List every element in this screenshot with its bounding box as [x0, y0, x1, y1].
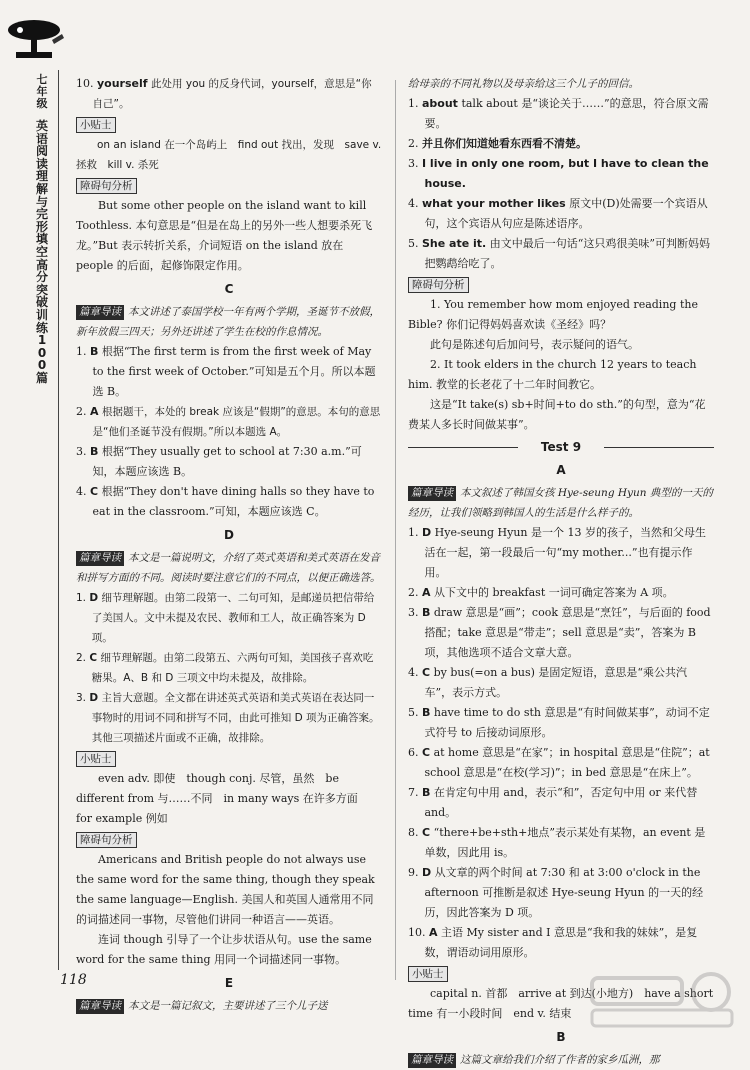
answer-item: 6. C at home 意思是“在家”；in hospital 意思是“住院”；at school 意思是“在校(学习)”；in bed 意思是“在床上”。	[408, 746, 710, 779]
series-title: 英语阅读理解与完形填空高分突破训练100篇	[35, 119, 48, 385]
analysis-label: 障碍句分析	[76, 832, 137, 848]
section-heading: C	[224, 282, 234, 296]
intro-label: 篇章导读	[76, 551, 124, 566]
tip-text: on an island 在一个岛屿上 find out 找出，发现 save v. 拯救 kill v. 杀死	[76, 139, 382, 171]
analysis-label: 障碍句分析	[76, 178, 137, 194]
answer-item: 1. about talk about 是“谈论关于……”的意思，符合原文需要。	[408, 97, 709, 130]
right-column	[408, 74, 714, 1070]
answer-item: 3. I live in only one room, but I have to clean the house.	[408, 157, 709, 190]
section-heading: D	[224, 528, 234, 542]
intro-label: 篇章导读	[76, 305, 124, 320]
tip-label: 小贴士	[76, 751, 116, 767]
section-heading: A	[556, 463, 566, 477]
intro-label: 篇章导读	[408, 486, 456, 501]
watermark-logo-icon	[586, 970, 736, 1030]
analysis-text: 2. It took elders in the church 12 years to teach him. 教堂的长老花了十二年时间教它。	[408, 358, 697, 391]
passage-intro: 篇章导读 本文讲述了泰国学校一年有两个学期，圣诞节不放假，新年放假三四天；另外还讲述了学生在校的作息情况。	[76, 306, 380, 338]
answer-item: 4. C 根据“They don't have dining halls so they have to eat in the classroom.”可知，本题应该选 C。	[76, 485, 375, 518]
passage-intro: 篇章导读 这篇文章给我们介绍了作者的家乡瓜洲，那	[408, 1050, 714, 1070]
intro-label: 篇章导读	[76, 999, 124, 1014]
margin-rule	[58, 70, 59, 970]
page-number: 118	[60, 972, 87, 988]
analysis-text: 此句是陈述句后加问号，表示疑问的语气。	[430, 338, 639, 351]
answer-item: 4. C by bus(=on a bus) 是固定短语，意思是“乘公共汽车”，表示方式。	[408, 666, 688, 699]
answer-item: 1. D 细节理解题。由第二段第一、二句可知，是邮递员把信带给了美国人。文中未提及农民、教师和工人，故正确答案为 D 项。	[76, 592, 375, 644]
answer-item: 7. B 在肯定句中用 and，表示“和”，否定句中用 or 来代替 and。	[408, 786, 698, 819]
passage-intro: 篇章导读 本文是一篇记叙文，主要讲述了三个儿子送	[76, 996, 382, 1016]
answer-item: 2. A 根据题干，本处的 break 应该是“假期”的意思。本句的意思是“他们圣诞节没有假期。”所以本题选 A。	[76, 405, 381, 438]
grade-label: 七年级	[36, 73, 48, 110]
answer-item: 3. B draw 意思是“画”；cook 意思是“烹饪”，与后面的 food 搭配；take 意思是“带走”；sell 意思是“卖”，答案为 B 项，其他选项不适合文章大意。	[408, 606, 711, 659]
answer-item: 3. D 主旨大意题。全文都在讲述英式英语和美式英语在表达同一事物时的用词不同和拼写不同，由此可推知 D 项为正确答案。其他三项描述片面或不正确，故排除。	[76, 692, 380, 744]
answer-item: 10. yourself 此处用 you 的反身代词，yourself，意思是“你自己”。	[76, 77, 372, 110]
answer-item: 2. C 细节理解题。由第二段第五、六两句可知，美国孩子喜欢吃糖果。A、B 和 D 三项文中均未提及，故排除。	[76, 652, 374, 684]
tip-label: 小贴士	[408, 966, 448, 982]
test-heading: Test 9	[408, 437, 714, 457]
intro-label: 篇章导读	[408, 1053, 456, 1068]
analysis-text: 这是“It take(s) sb+时间+to do sth.”的句型，意为“花费某人多长时间做某事”。	[408, 398, 706, 431]
answer-item: 5. B have time to do sth 意思是“有时间做某事”，动词不定式符号 to 后接动词原形。	[408, 706, 710, 739]
answer-item: 1. D Hye-seung Hyun 是一个 13 岁的孩子，当然和父母生活在一起，第一段最后一句“my mother...”也有提示作用。	[408, 526, 706, 579]
answer-item: 10. A 主语 My sister and I 意思是“我和我的妹妹”，是复数，谓语动词用原形。	[408, 926, 698, 959]
passage-intro: 篇章导读 本文叙述了韩国女孩 Hye-seung Hyun 典型的一天的经历，让我们领略到韩国人的生活是什么样子的。	[408, 487, 713, 519]
answer-item: 1. B 根据“The first term is from the first week of May to the first week of October.”可知是五个月。所以本题选 B。	[76, 345, 376, 398]
column-divider	[395, 80, 396, 980]
answer-item: 5. She ate it. 由文中最后一句话“这只鸡很美味”可判断妈妈把鹦鹉给吃了。	[408, 237, 710, 270]
analysis-text: Americans and British people do not always use the same word for the same thing, though they speak the same language—English. 美国人和英国人通常用不同的词描述同一事物，尽管他们讲同一种语言——英语。	[76, 853, 375, 926]
passage-intro-continued: 给母亲的不同礼物以及母亲给这三个儿子的回信。	[408, 78, 639, 90]
section-heading: B	[556, 1030, 566, 1044]
lamp-logo-icon	[4, 8, 64, 68]
margin-strip	[0, 0, 87, 1040]
analysis-text: But some other people on the island want to kill Toothless. 本句意思是“但是在岛上的另外一些人想要杀死飞龙。”But 表示转折关系，介词短语 on the island 放在 people 的后面，起修饰限定作用。	[76, 199, 373, 272]
tip-text: even adv. 即使 though conj. 尽管，虽然 be different from 与……不同 in many ways 在许多方面 for example 例如	[76, 772, 369, 825]
answer-item: 3. B 根据“They usually get to school at 7:30 a.m.”可知，本题应该选 B。	[76, 445, 362, 478]
answer-item: 8. C “there+be+sth+地点”表示某处有某物，an event 是单数，因此用 is。	[408, 826, 706, 859]
answer-item: 2. 并且你们知道她看东西看不清楚。	[408, 137, 587, 150]
analysis-text: 连词 though 引导了一个让步状语从句。use the same word for the same thing 用同一个词描述同一事物。	[76, 933, 372, 966]
analysis-label: 障碍句分析	[408, 277, 469, 293]
analysis-text: 1. You remember how mom enjoyed reading the Bible? 你们记得妈妈喜欢读《圣经》吗？	[408, 298, 698, 331]
answer-item: 4. what your mother likes 原文中(D)处需要一个宾语从句，这个宾语从句应是陈述语序。	[408, 197, 708, 230]
answer-item: 2. A 从下文中的 breakfast 一词可确定答案为 A 项。	[408, 586, 674, 599]
answer-item: 9. D 从文章的两个时间 at 7:30 和 at 3:00 o'clock in the afternoon 可推断是叙述 Hye-seung Hyun 的一天的经历，因此答案为 D 项。	[408, 866, 704, 919]
passage-intro: 篇章导读 本文是一篇说明文，介绍了英式英语和美式英语在发音和拼写方面的不同。阅读时要注意它们的不同点，以便正确选答。	[76, 552, 381, 584]
left-column	[76, 74, 382, 1016]
tip-text: capital n. 首都 arrive at 到达(小地方) have a short time 有一小段时间 end v. 结束	[408, 987, 714, 1020]
section-heading: E	[224, 976, 234, 990]
tip-label: 小贴士	[76, 117, 116, 133]
